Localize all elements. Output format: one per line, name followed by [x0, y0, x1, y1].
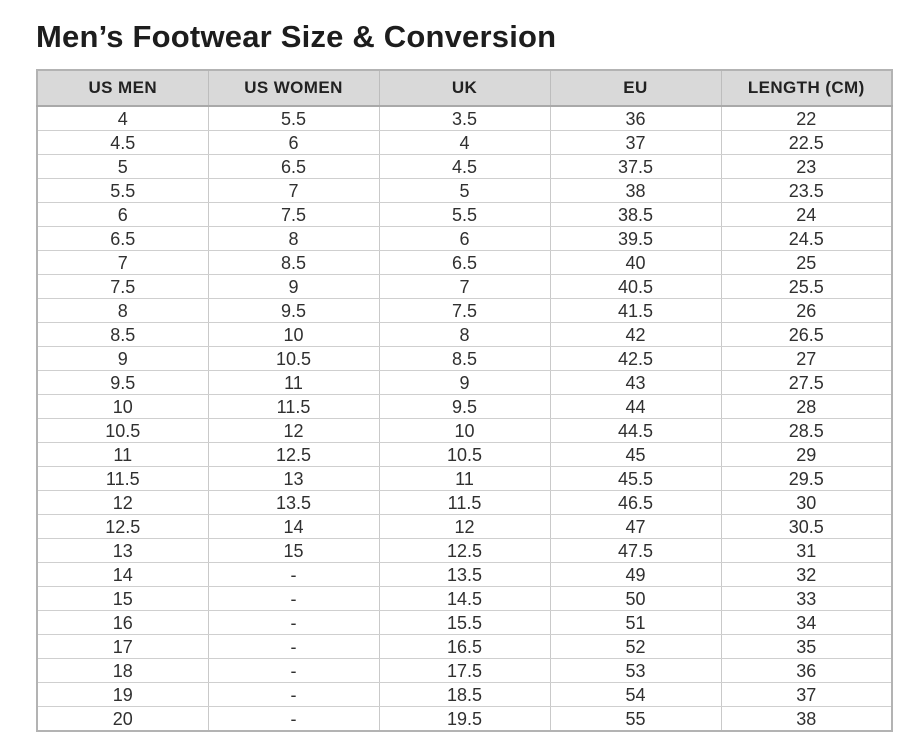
- table-row: [37, 443, 892, 467]
- table-cell: 9.5: [208, 299, 379, 323]
- table-cell: 40: [550, 251, 721, 275]
- table-cell: 4.5: [37, 131, 208, 155]
- table-cell: 45: [550, 443, 721, 467]
- table-cell: 45.5: [550, 467, 721, 491]
- table-cell: 5: [37, 155, 208, 179]
- table-cell: 10.5: [37, 419, 208, 443]
- table-cell: 38: [550, 179, 721, 203]
- table-row: [37, 539, 892, 563]
- table-cell: 4: [37, 106, 208, 131]
- table-cell: 8.5: [208, 251, 379, 275]
- table-cell: 11: [208, 371, 379, 395]
- table-cell: 8: [37, 299, 208, 323]
- table-cell: 47: [550, 515, 721, 539]
- table-cell: 4.5: [379, 155, 550, 179]
- table-row: [37, 227, 892, 251]
- table-cell: 12: [379, 515, 550, 539]
- table-cell: 26.5: [721, 323, 892, 347]
- table-cell: 23: [721, 155, 892, 179]
- table-cell: 9.5: [37, 371, 208, 395]
- table-cell: 30: [721, 491, 892, 515]
- table-cell: 8: [208, 227, 379, 251]
- table-cell: 11: [37, 443, 208, 467]
- table-row: [37, 419, 892, 443]
- table-cell: 55: [550, 707, 721, 732]
- table-cell: 16.5: [379, 635, 550, 659]
- table-row: [37, 275, 892, 299]
- table-cell: 43: [550, 371, 721, 395]
- table-cell: 8.5: [379, 347, 550, 371]
- table-cell: 37.5: [550, 155, 721, 179]
- table-cell: -: [208, 683, 379, 707]
- table-cell: 12.5: [208, 443, 379, 467]
- column-header-us-men: US MEN: [37, 70, 208, 106]
- table-cell: 7.5: [379, 299, 550, 323]
- table-cell: 10: [379, 419, 550, 443]
- table-head: [37, 70, 892, 106]
- table-cell: 6: [379, 227, 550, 251]
- table-cell: 13.5: [379, 563, 550, 587]
- table-cell: 36: [721, 659, 892, 683]
- table-cell: 9: [37, 347, 208, 371]
- table-cell: 22.5: [721, 131, 892, 155]
- table-cell: 6.5: [379, 251, 550, 275]
- table-cell: 9: [379, 371, 550, 395]
- table-cell: -: [208, 611, 379, 635]
- size-conversion-table: [36, 69, 893, 732]
- table-cell: 17: [37, 635, 208, 659]
- table-row: [37, 395, 892, 419]
- table-cell: 12.5: [379, 539, 550, 563]
- table-cell: 6.5: [208, 155, 379, 179]
- table-cell: 39.5: [550, 227, 721, 251]
- table-cell: 11.5: [208, 395, 379, 419]
- column-header-uk: UK: [379, 70, 550, 106]
- table-row: [37, 659, 892, 683]
- table-cell: 10.5: [379, 443, 550, 467]
- table-cell: 11.5: [37, 467, 208, 491]
- table-row: [37, 491, 892, 515]
- table-cell: 19: [37, 683, 208, 707]
- table-row: [37, 131, 892, 155]
- table-row: [37, 611, 892, 635]
- table-cell: 16: [37, 611, 208, 635]
- column-header-us-women: US WOMEN: [208, 70, 379, 106]
- table-cell: 35: [721, 635, 892, 659]
- table-row: [37, 179, 892, 203]
- table-cell: 36: [550, 106, 721, 131]
- table-row: [37, 203, 892, 227]
- table-cell: -: [208, 707, 379, 732]
- table-row: [37, 155, 892, 179]
- table-row: [37, 635, 892, 659]
- table-cell: 44.5: [550, 419, 721, 443]
- table-cell: 40.5: [550, 275, 721, 299]
- table-cell: 15.5: [379, 611, 550, 635]
- table-cell: 5.5: [37, 179, 208, 203]
- table-cell: 23.5: [721, 179, 892, 203]
- table-row: [37, 251, 892, 275]
- table-cell: 12: [208, 419, 379, 443]
- table-cell: 29.5: [721, 467, 892, 491]
- table-cell: 29: [721, 443, 892, 467]
- table-cell: 9: [208, 275, 379, 299]
- table-cell: 7.5: [37, 275, 208, 299]
- table-cell: 5.5: [379, 203, 550, 227]
- table-cell: 7.5: [208, 203, 379, 227]
- table-cell: 33: [721, 587, 892, 611]
- table-row: [37, 587, 892, 611]
- table-cell: 7: [208, 179, 379, 203]
- table-cell: 37: [721, 683, 892, 707]
- table-cell: 44: [550, 395, 721, 419]
- table-cell: 11.5: [379, 491, 550, 515]
- table-cell: 10: [37, 395, 208, 419]
- table-cell: 31: [721, 539, 892, 563]
- table-cell: 13: [208, 467, 379, 491]
- table-row: [37, 563, 892, 587]
- table-cell: 41.5: [550, 299, 721, 323]
- table-cell: 51: [550, 611, 721, 635]
- table-cell: 30.5: [721, 515, 892, 539]
- table-cell: 15: [37, 587, 208, 611]
- table-cell: 19.5: [379, 707, 550, 732]
- table-cell: 6.5: [37, 227, 208, 251]
- table-cell: 9.5: [379, 395, 550, 419]
- table-cell: -: [208, 659, 379, 683]
- table-cell: 6: [37, 203, 208, 227]
- table-row: [37, 299, 892, 323]
- table-cell: 13: [37, 539, 208, 563]
- table-cell: 50: [550, 587, 721, 611]
- table-cell: 46.5: [550, 491, 721, 515]
- table-cell: 22: [721, 106, 892, 131]
- table-cell: 49: [550, 563, 721, 587]
- table-cell: 27: [721, 347, 892, 371]
- table-cell: 14.5: [379, 587, 550, 611]
- table-cell: -: [208, 563, 379, 587]
- table-cell: 20: [37, 707, 208, 732]
- table-row: [37, 106, 892, 131]
- table-cell: 28: [721, 395, 892, 419]
- table-cell: 18.5: [379, 683, 550, 707]
- table-cell: 53: [550, 659, 721, 683]
- table-cell: 25.5: [721, 275, 892, 299]
- table-cell: 25: [721, 251, 892, 275]
- table-cell: 8: [379, 323, 550, 347]
- column-header-length-cm: LENGTH (CM): [721, 70, 892, 106]
- table-cell: 52: [550, 635, 721, 659]
- table-cell: 3.5: [379, 106, 550, 131]
- column-header-eu: EU: [550, 70, 721, 106]
- table-cell: 38.5: [550, 203, 721, 227]
- table-row: [37, 323, 892, 347]
- table-cell: 24: [721, 203, 892, 227]
- table-cell: 10.5: [208, 347, 379, 371]
- table-row: [37, 371, 892, 395]
- table-cell: 24.5: [721, 227, 892, 251]
- table-cell: 26: [721, 299, 892, 323]
- table-cell: 10: [208, 323, 379, 347]
- table-body: [37, 106, 892, 731]
- table-cell: 37: [550, 131, 721, 155]
- table-cell: -: [208, 587, 379, 611]
- table-cell: 28.5: [721, 419, 892, 443]
- table-cell: 15: [208, 539, 379, 563]
- table-cell: 5.5: [208, 106, 379, 131]
- table-cell: 54: [550, 683, 721, 707]
- table-cell: 32: [721, 563, 892, 587]
- table-cell: 13.5: [208, 491, 379, 515]
- table-cell: 42.5: [550, 347, 721, 371]
- table-cell: 11: [379, 467, 550, 491]
- table-cell: 18: [37, 659, 208, 683]
- table-cell: 12: [37, 491, 208, 515]
- table-cell: 14: [37, 563, 208, 587]
- table-row: [37, 515, 892, 539]
- table-cell: 7: [37, 251, 208, 275]
- table-cell: 47.5: [550, 539, 721, 563]
- table-cell: 6: [208, 131, 379, 155]
- table-cell: 8.5: [37, 323, 208, 347]
- table-cell: 7: [379, 275, 550, 299]
- table-row: [37, 683, 892, 707]
- page-title: Men’s Footwear Size & Conversion: [36, 19, 557, 54]
- table-cell: 17.5: [379, 659, 550, 683]
- table-cell: 38: [721, 707, 892, 732]
- table-row: [37, 467, 892, 491]
- table-cell: 27.5: [721, 371, 892, 395]
- table-cell: 12.5: [37, 515, 208, 539]
- table-cell: 4: [379, 131, 550, 155]
- table-cell: -: [208, 635, 379, 659]
- table-cell: 42: [550, 323, 721, 347]
- table-cell: 34: [721, 611, 892, 635]
- table-header-row: [37, 70, 892, 106]
- table-cell: 14: [208, 515, 379, 539]
- table-cell: 5: [379, 179, 550, 203]
- table-row: [37, 347, 892, 371]
- table-row: [37, 707, 892, 732]
